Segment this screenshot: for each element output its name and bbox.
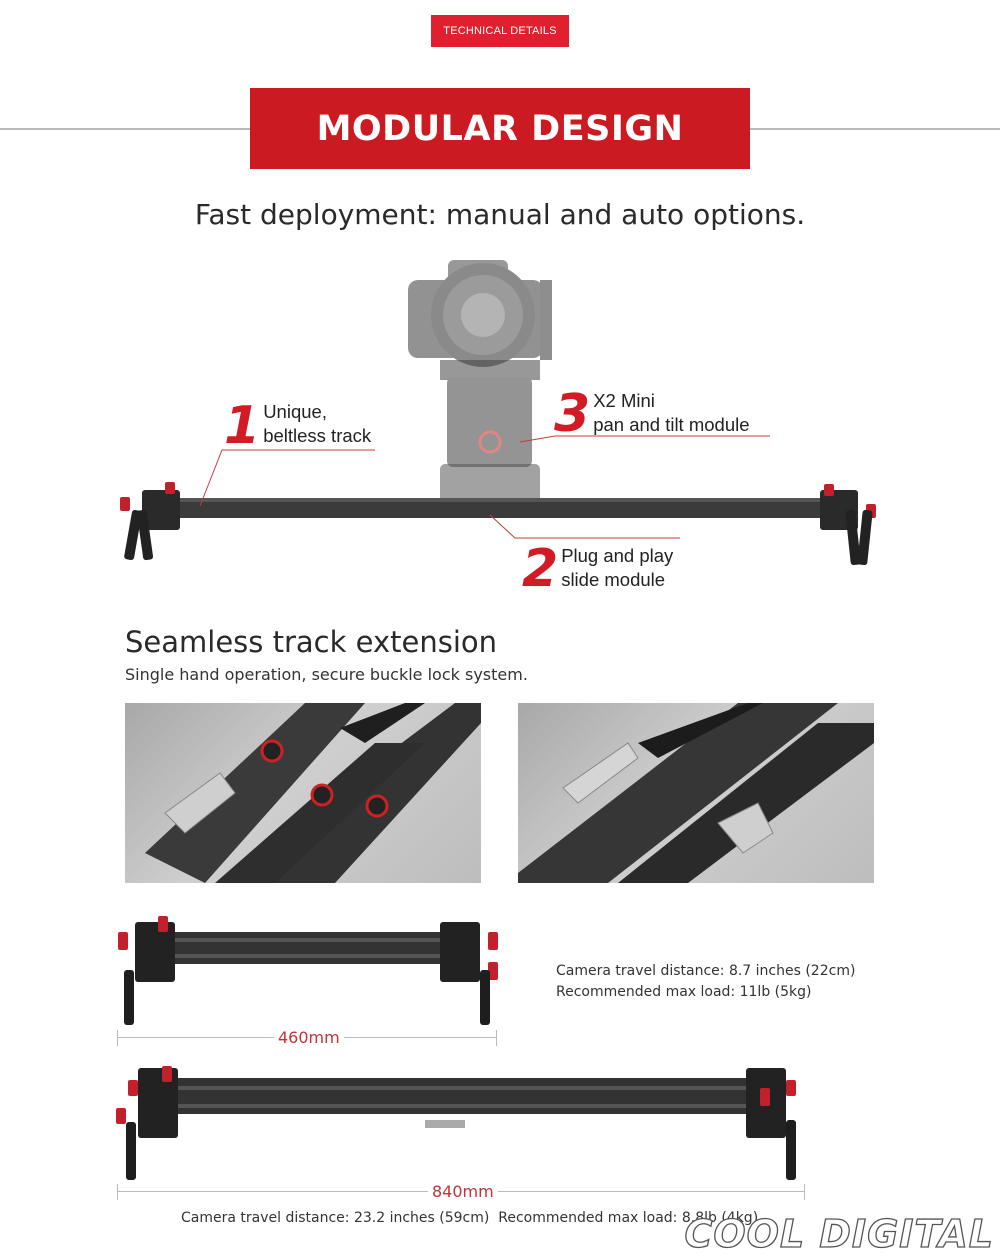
slider-hero-illustration [0,240,1000,620]
track-joint-locked-photo [518,703,874,883]
watermark-logo: COOL DIGITAL [684,1212,994,1256]
extension-subtitle: Single hand operation, secure buckle lock system. [125,665,528,684]
pan-tilt-module-image [440,360,540,467]
callout-2-leader [490,515,680,538]
callout-1-line1: Unique, [263,401,327,422]
divider-left [0,128,250,130]
callout-3-number: 3 [554,384,591,444]
short-track-specs [556,961,855,1003]
callout-3-line2: pan and tilt module [593,414,750,435]
callout-2-number: 2 [522,539,559,599]
page-subtitle: Fast deployment: manual and auto options. [194,198,806,231]
long-track-length: 840mm [428,1182,498,1201]
callout-1-line2: beltless track [263,425,372,446]
callout-2-line2: slide module [561,569,666,590]
callout-3-line1: X2 Mini [593,390,655,411]
callout-3 [554,384,750,444]
long-track-specs: Camera travel distance: 23.2 inches (59cm) Recommended max load: 8.8lb (4kg) [181,1210,759,1226]
callout-2-line1: Plug and play [561,545,674,566]
technical-details-tab[interactable]: TECHNICAL DETAILS [431,15,569,47]
divider-right [750,128,1000,130]
callout-1-number: 1 [224,396,261,456]
camera-image [408,260,552,367]
extension-title: Seamless track extension [125,625,498,659]
short-track-travel: Camera travel distance: 8.7 inches (22cm) [556,963,856,979]
short-track-load: Recommended max load: 11lb (5kg) [556,984,812,1000]
track-joint-open-photo [125,703,481,883]
short-track-length: 460mm [274,1028,344,1047]
long-track-image [110,1060,810,1185]
callout-1-leader [200,450,375,506]
callout-2 [522,539,674,599]
callout-1 [224,396,372,456]
section-banner: MODULAR DESIGN [250,88,750,169]
